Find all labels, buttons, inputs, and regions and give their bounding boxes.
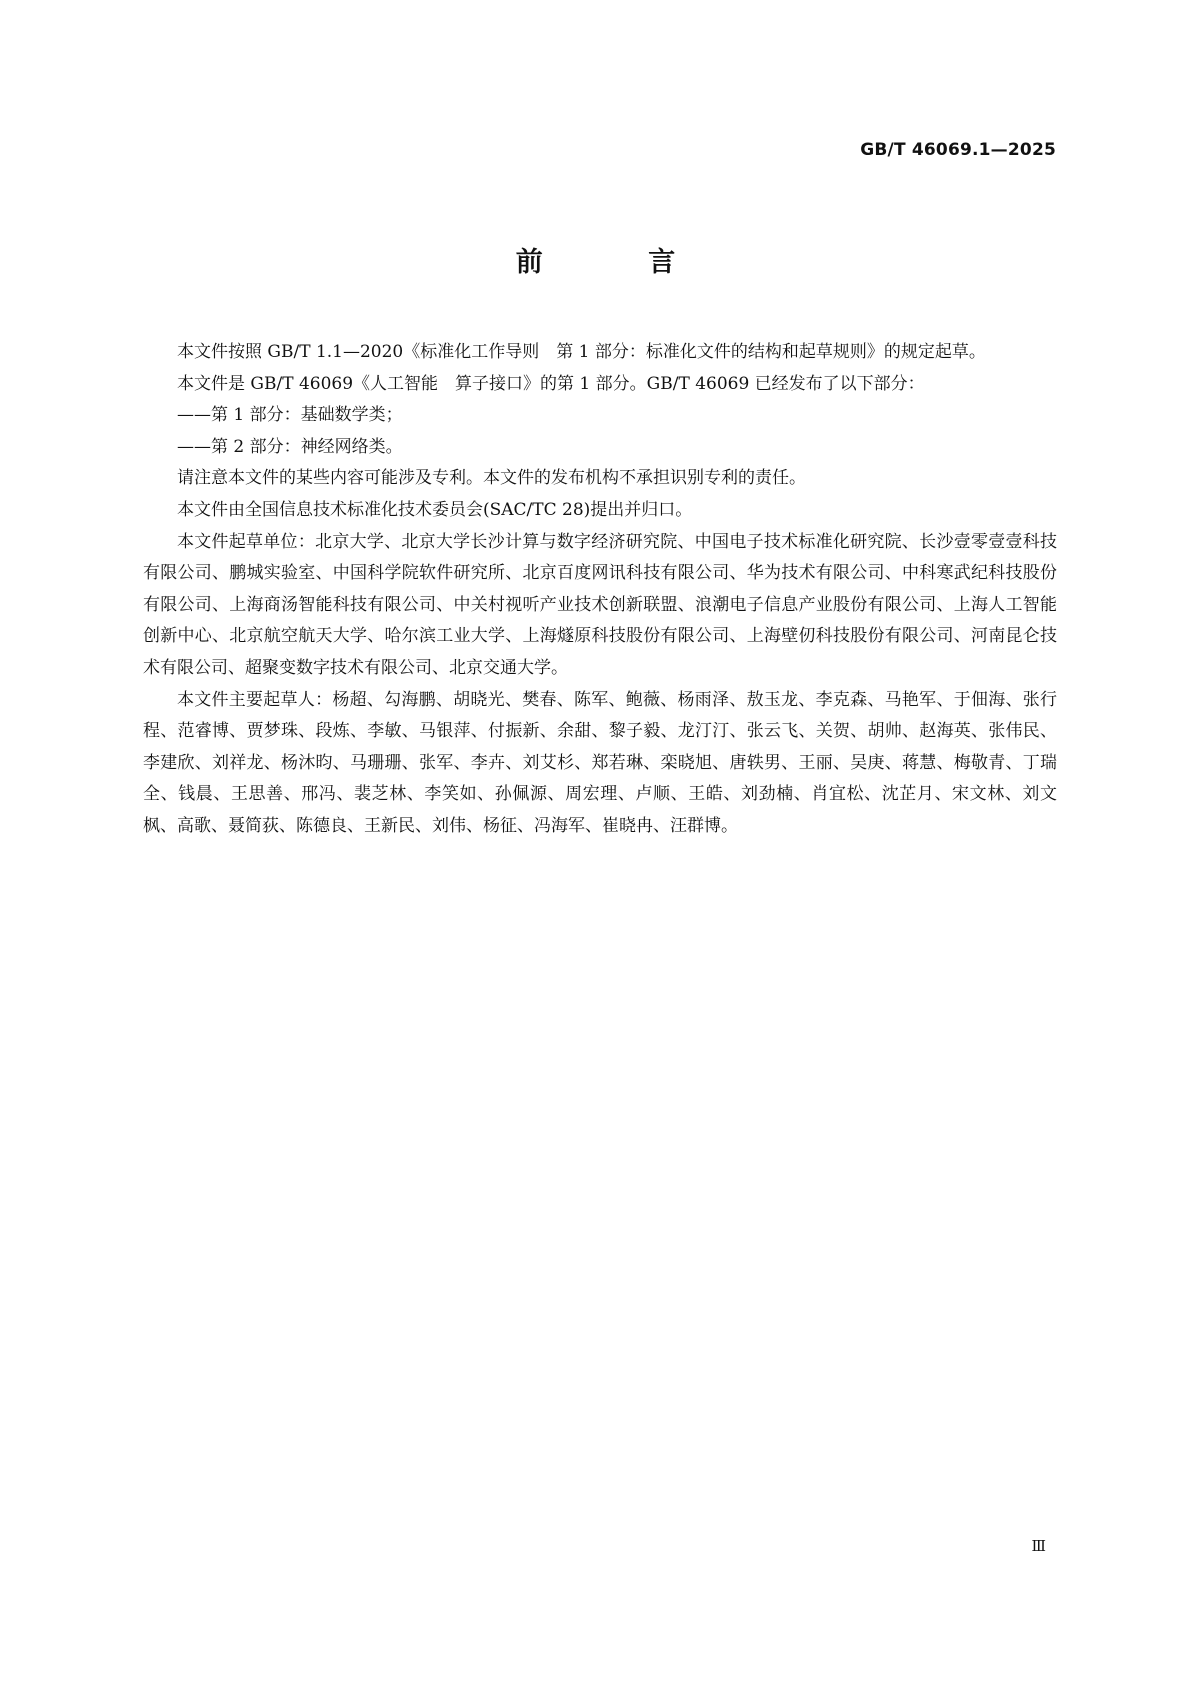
- paragraph-proposer: 本文件由全国信息技术标准化技术委员会(SAC/TC 28)提出并归口。: [177, 499, 693, 520]
- list-item-part-2: ——第 2 部分：神经网络类。: [177, 436, 403, 457]
- paragraph-main-drafters: 本文件主要起草人：杨超、勾海鹏、胡晓光、樊春、陈军、鲍薇、杨雨泽、敖玉龙、李克森、马艳军、于佃海、张行程、范睿博、贾梦珠、段炼、李敏、马银萍、付振新、余甜、黎子毅、龙汀汀、张云飞、关贺、胡帅、赵海英、张伟民、李建欣、刘祥龙、杨沐昀、马珊珊、张军、李卉、刘艾杉、郑若琳、栾晓旭、唐轶男、王丽、吴庚、蒋慧、梅敬青、丁瑞全、钱晨、王思善、邢冯、裴芝林、李笑如、孙佩源、周宏理、卢顺、王皓、刘劲楠、肖宜松、沈芷月、宋文林、刘文枫、高歌、聂简荻、陈德良、王新民、刘伟、杨征、冯海军、崔晓冉、汪群博。: [143, 689, 1057, 836]
- standard-code: GB/T 46069.1—2025: [860, 140, 1056, 160]
- paragraph-drafting-units: 本文件起草单位：北京大学、北京大学长沙计算与数字经济研究院、中国电子技术标准化研究院、长沙壹零壹壹科技有限公司、鹏城实验室、中国科学院软件研究所、北京百度网讯科技有限公司、华为技术有限公司、中科寒武纪科技股份有限公司、上海商汤智能科技有限公司、中关村视听产业技术创新联盟、浪潮电子信息产业股份有限公司、上海人工智能创新中心、北京航空航天大学、哈尔滨工业大学、上海燧原科技股份有限公司、上海壁仞科技股份有限公司、河南昆仑技术有限公司、超聚变数字技术有限公司、北京交通大学。: [143, 531, 1057, 678]
- list-item-part-1: ——第 1 部分：基础数学类；: [177, 405, 403, 426]
- paragraph-drafting-rules: 本文件按照 GB/T 1.1—2020《标准化工作导则 第 1 部分：标准化文件的结构和起草规则》的规定起草。: [177, 342, 986, 362]
- preface-body: [143, 337, 1057, 843]
- paragraph-patent-notice: 请注意本文件的某些内容可能涉及专利。本文件的发布机构不承担识别专利的责任。: [177, 468, 806, 489]
- page-number: Ⅲ: [1031, 1537, 1046, 1555]
- paragraph-parts-intro: 本文件是 GB/T 46069《人工智能 算子接口》的第 1 部分。GB/T 46069 已经发布了以下部分：: [177, 373, 925, 394]
- page-title: 前 言: [515, 247, 724, 278]
